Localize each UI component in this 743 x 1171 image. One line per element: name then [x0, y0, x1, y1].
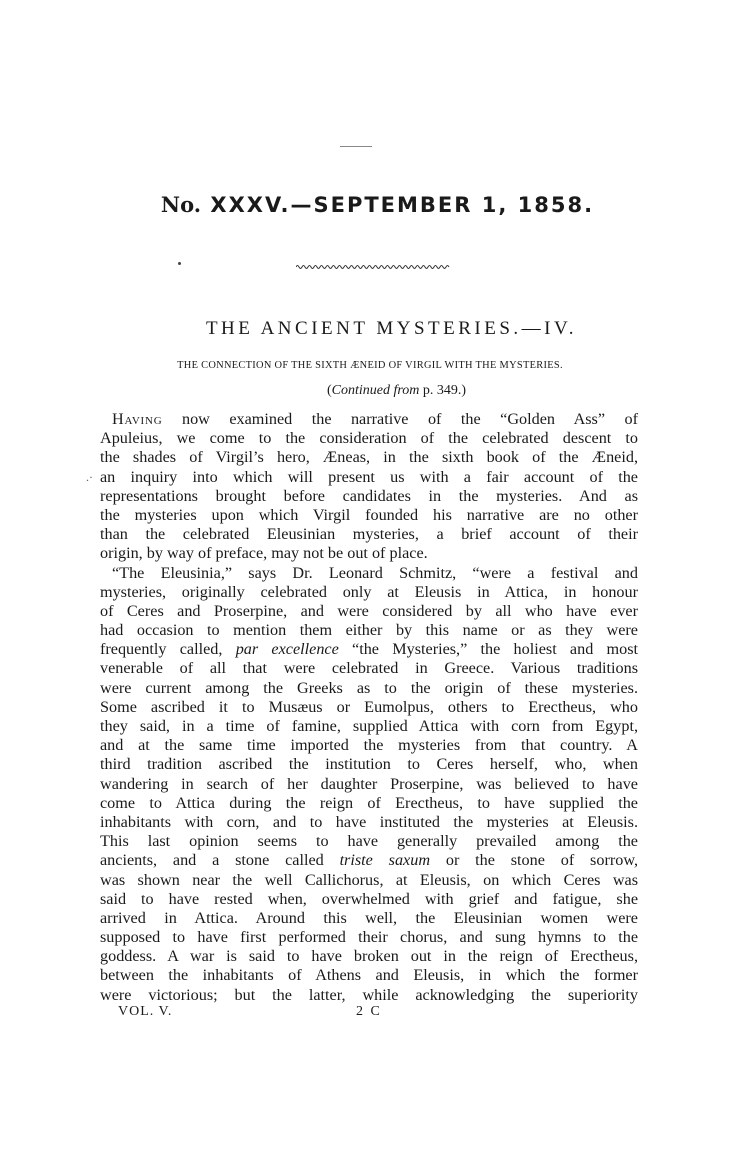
- text-line: an inquiry into which will present us with a fair account of the: [100, 467, 638, 486]
- article-title: THE ANCIENT MYSTERIES.—IV.: [205, 318, 578, 339]
- text-line: goddess. A war is said to have broken out in the reign of Erectheus,: [100, 947, 638, 966]
- continued-note: [0, 383, 743, 399]
- continued-open-paren: (: [326, 383, 332, 398]
- article-body: [100, 410, 638, 1005]
- text-line: supposed to have first performed their chorus, and sung hymns to the: [100, 928, 638, 947]
- drop-word: Having: [112, 410, 163, 428]
- text-line: Apuleius, we come to the consideration of the celebrated descent to: [100, 429, 638, 448]
- text-line: mysteries, originally celebrated only at Eleusis in Attica, in honour: [100, 582, 638, 601]
- top-rule: [340, 146, 372, 147]
- text-line: “The Eleusinia,” says Dr. Leonard Schmitz, “were a festival and: [112, 563, 638, 582]
- text-line: wandering in search of her daughter Proserpine, was believed to have: [100, 774, 638, 793]
- text-line: inhabitants with corn, and to have instituted the mysteries at Eleusis.: [100, 812, 638, 831]
- issue-number-prefix: No.: [160, 192, 202, 217]
- text-line: venerable of all that were celebrated in Greece. Various traditions: [100, 659, 638, 678]
- wavy-rule-ornament: [296, 264, 450, 270]
- printer-dot: [178, 262, 181, 265]
- issue-header: [0, 192, 743, 217]
- text-line: Some ascribed it to Musæus or Eumolpus, others to Erectheus, who: [100, 697, 638, 716]
- line-text: ancients, and a stone called: [100, 851, 340, 870]
- signature-mark: 2 C: [356, 1004, 382, 1019]
- italic-phrase: triste saxum: [339, 851, 431, 870]
- text-line: This last opinion seems to have generally prevailed among the: [100, 832, 638, 851]
- text-line: between the inhabitants of Athens and Eleusis, in which the former: [100, 966, 638, 985]
- text-line: third tradition ascribed the institution to Ceres herself, who, when: [100, 755, 638, 774]
- article-subtitle: THE CONNECTION OF THE SIXTH ÆNEID OF VIRGIL WITH THE MYSTERIES.: [177, 360, 563, 371]
- line-text: or the stone of sorrow,: [430, 851, 639, 870]
- text-line: representations brought before candidates in the mysteries. And as: [100, 486, 638, 505]
- text-line: than the celebrated Eleusinian mysteries, a brief account of their: [100, 525, 638, 544]
- line-text: “the Mysteries,” the holiest and most: [338, 640, 639, 659]
- volume-label: VOL. V.: [118, 1004, 173, 1019]
- text-line: they said, in a time of famine, supplied Attica with corn from Egypt,: [100, 717, 638, 735]
- margin-mark: .·: [86, 470, 93, 484]
- continued-italic: Continued from: [331, 383, 420, 398]
- line-text: now examined the narrative of the “Golden Ass” of: [162, 410, 638, 428]
- text-line: [100, 640, 638, 659]
- text-line: [100, 410, 638, 429]
- text-line: were victorious; but the latter, while acknowledging the superiority: [100, 985, 638, 1004]
- text-line: origin, by way of preface, may not be out of place.: [100, 544, 428, 563]
- text-line: were current among the Greeks as to the origin of these mysteries.: [100, 678, 638, 697]
- italic-phrase: par excellence: [235, 640, 339, 659]
- text-line: the shades of Virgil’s hero, Æneas, in the sixth book of the Æneid,: [100, 448, 638, 467]
- page-footer: [100, 1004, 640, 1024]
- text-line: the mysteries upon which Virgil founded his narrative are no other: [100, 505, 638, 524]
- text-line: and at the same time imported the mysteries from that country. A: [100, 736, 638, 755]
- text-line: had occasion to mention them either by this name or as they were: [100, 621, 638, 640]
- issue-date: XXXV.—SEPTEMBER 1, 1858.: [210, 193, 595, 217]
- text-line: said to have rested when, overwhelmed with grief and fatigue, she: [100, 889, 638, 908]
- text-line: was shown near the well Callichorus, at Eleusis, on which Ceres was: [100, 870, 638, 889]
- continued-page: p. 349.): [419, 383, 467, 398]
- text-line: arrived in Attica. Around this well, the Eleusinian women were: [100, 908, 638, 927]
- line-text: frequently called,: [100, 640, 236, 659]
- text-line: of Ceres and Proserpine, and were considered by all who have ever: [100, 601, 638, 620]
- text-line: [100, 851, 638, 870]
- text-line: come to Attica during the reign of Erectheus, to have supplied the: [100, 793, 638, 812]
